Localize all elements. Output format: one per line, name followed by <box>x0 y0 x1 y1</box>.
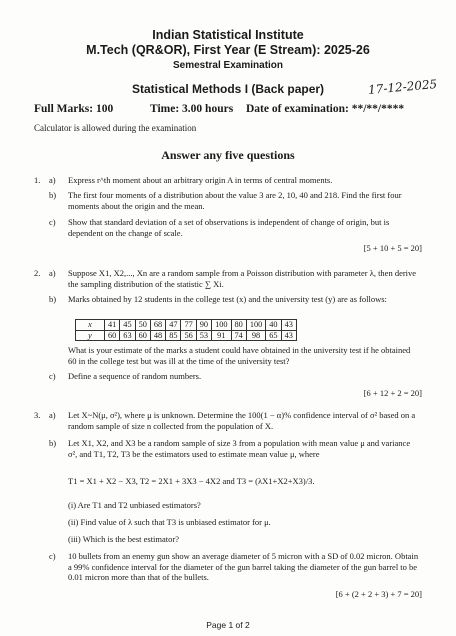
q2b-label: b) <box>49 294 57 304</box>
exam-time: Time: 3.00 hours <box>150 103 234 115</box>
q2a-text: Suppose X1, X2,..., Xn are a random sample from a Poisson distribution with parameter λ, then derive the sampling distribution of the statistic ∑ Xi. <box>68 268 417 289</box>
exam-type: Semestral Examination <box>172 60 284 71</box>
table-cell: 100 <box>212 320 231 331</box>
q1c-text: Show that standard deviation of a set of observations is independent of change of origin, but is dependent on the change of scale. <box>68 217 390 238</box>
table-cell: 68 <box>150 320 165 331</box>
q2c-text: Define a sequence of random numbers. <box>68 371 202 381</box>
q3b-text: Let X1, X2, and X3 be a random sample of size 3 from a population with mean value μ and variance σ², and T1, T2, T3 be the estimators used to estimate mean value μ, where <box>68 438 411 459</box>
q3c-label: c) <box>49 551 56 561</box>
table-cell: 45 <box>120 320 135 331</box>
q1a-label: a) <box>49 175 56 185</box>
q3-number: 3. <box>34 410 41 420</box>
program-title: M.Tech (QR&OR), First Year (E Stream): 2025-26 <box>86 43 370 57</box>
q3a-label: a) <box>49 410 56 420</box>
q3b-part-i: (i) Are T1 and T2 unbiased estimators? <box>68 500 201 510</box>
marks-table <box>75 319 297 341</box>
course-title: Statistical Methods I (Back paper) <box>132 82 325 96</box>
table-cell: 43 <box>281 330 296 341</box>
q1-number: 1. <box>34 175 41 185</box>
table-cell: 80 <box>231 320 246 331</box>
q1b-label: b) <box>49 190 57 200</box>
page-number: Page 1 of 2 <box>206 620 250 630</box>
q2b-followup: What is your estimate of the marks a student could have obtained in the university test if he obtained 60 in the college test but was ill at the time of the university test? <box>68 345 411 366</box>
q3a-text: Let X~N(μ, σ²), where μ is unknown. Determine the 100(1 − α)% confidence interval of σ² based on a random sample of size n collected from the population of X. <box>68 410 416 431</box>
q1c-label: c) <box>49 217 56 227</box>
table-row-header: y <box>76 330 105 341</box>
q3-marks: [6 + (2 + 2 + 3) + 7 = 20] <box>335 589 422 599</box>
table-cell: 53 <box>196 330 211 341</box>
table-cell: 85 <box>166 330 181 341</box>
q2a-label: a) <box>49 268 56 278</box>
q2-number: 2. <box>34 268 41 278</box>
table-cell: 63 <box>120 330 135 341</box>
q3c-text: 10 bullets from an enemy gun show an average diameter of 5 micron with a SD of 0.02 micron. Obtain a 99% confidence interval for the diameter of the gun barrel taking the diameter of the gun barrel to be 0.01 micron more than that of the bullets. <box>68 551 419 582</box>
q3b-part-ii: (ii) Find value of λ such that T3 is unbiased estimator for μ. <box>68 517 271 527</box>
table-cell: 60 <box>105 330 120 341</box>
table-cell: 60 <box>135 330 150 341</box>
q3b-formula: T1 = X1 + X2 − X3, T2 = 2X1 + 3X3 − 4X2 and T3 = (λX1+X2+X3)/3. <box>68 476 315 486</box>
q3b-part-iii: (iii) Which is the best estimator? <box>68 534 180 544</box>
q1b-text: The first four moments of a distribution about the value 3 are 2, 10, 40 and 218. Find the first four moments about the origin and the mean. <box>68 190 402 211</box>
handwritten-date: 17-12-2025 <box>367 77 438 97</box>
table-cell: 90 <box>196 320 211 331</box>
table-cell: 100 <box>246 320 265 331</box>
q3b-label: b) <box>49 438 57 448</box>
exam-date: Date of examination: **/**/**** <box>246 103 405 115</box>
table-row-y <box>76 330 297 341</box>
table-cell: 56 <box>181 330 196 341</box>
full-marks: Full Marks: 100 <box>34 103 114 115</box>
table-cell: 43 <box>281 320 296 331</box>
table-row-x <box>76 320 297 331</box>
table-cell: 91 <box>212 330 231 341</box>
table-cell: 98 <box>246 330 265 341</box>
table-row-header: x <box>76 320 105 331</box>
q2c-label: c) <box>49 371 56 381</box>
table-cell: 41 <box>105 320 120 331</box>
table-cell: 47 <box>166 320 181 331</box>
table-cell: 65 <box>266 330 281 341</box>
table-cell: 77 <box>181 320 196 331</box>
q1a-text: Express r^th moment about an arbitrary origin A in terms of central moments. <box>68 175 333 185</box>
q1-marks: [5 + 10 + 5 = 20] <box>363 243 422 253</box>
table-cell: 50 <box>135 320 150 331</box>
q2-marks: [6 + 12 + 2 = 20] <box>363 388 422 398</box>
calculator-note: Calculator is allowed during the examination <box>34 123 197 133</box>
institute-name: Indian Statistical Institute <box>152 28 304 42</box>
table-cell: 74 <box>231 330 246 341</box>
instruction: Answer any five questions <box>161 148 295 162</box>
table-cell: 48 <box>150 330 165 341</box>
table-cell: 40 <box>266 320 281 331</box>
q2b-text: Marks obtained by 12 students in the college test (x) and the university test (y) are as follows: <box>68 294 387 304</box>
